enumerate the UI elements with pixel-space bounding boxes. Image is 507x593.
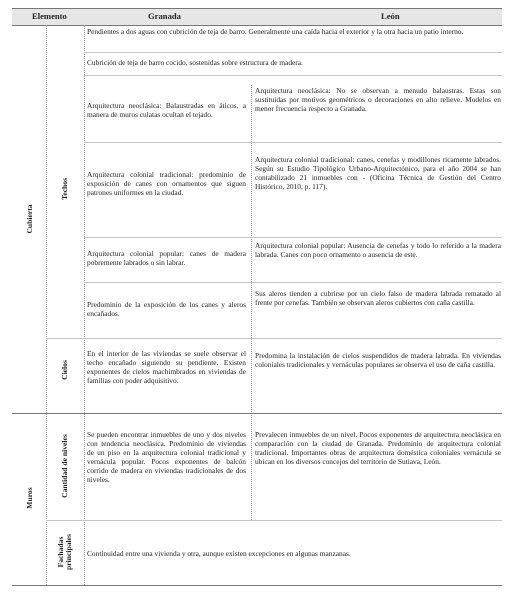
cell-neoclasica-leon: Arquitectura neoclásica: No se observan a menudo balaustras. Estas son sustituidas por motivos geométricos o decoraciones en alto relieve. Modelos en menor frecuencia respecto a Granada. (255, 86, 501, 114)
table-header (12, 8, 502, 26)
row-divider (46, 338, 502, 339)
cell-pendientes: Pendientes a dos aguas con cubrición de teja de barro. Generalmente una caída hacia el exterior y la otra hacia un patio interno. (87, 27, 464, 36)
subgroup-label-techos: Techos (60, 177, 70, 201)
cell-colonial-popular-leon: Arquitectura colonial popular: Ausencia de cenefas y todo lo referido a la madera labrada. Canes con poco ornamento o ausencia de este. (255, 241, 501, 260)
column-divider (46, 25, 47, 585)
group-label-muros: Muros (25, 487, 35, 509)
subgroup-label-cantidad-niveles: Cantidad de niveles (60, 434, 70, 498)
cell-cielos-leon: Predomina la instalación de cielos suspendidos de madera labrada. En viviendas coloniales tradicionales y vernáculas populares se observa el uso de caña castilla. (255, 351, 501, 370)
row-divider (46, 520, 502, 521)
cell-cubricion-teja: Cubrición de teja de barro cocido, sostenidas sobre estructura de madera. (87, 58, 303, 67)
header-elemento: Elemento (32, 11, 67, 21)
cell-niveles-granada: Se pueden encontrar inmuebles de uno y dos niveles con tendencia neoclásica. Predominio de viviendas de un piso en la arquitectura colonial tradicional y vernácula popular. Pocos exponentes de balcón corrido de madera en viviendas tradicionales de dos niveles. (87, 430, 246, 485)
row-divider (84, 237, 502, 238)
row-divider (84, 282, 502, 283)
column-divider (251, 85, 252, 520)
cell-neoclasica-granada: Arquitectura neoclásica: Balaustradas en áticos, a manera de muros culatas ocultan el tejado. (87, 101, 246, 120)
row-divider (84, 52, 502, 53)
subgroup-label-fachadas-line1: Fachadas (56, 536, 66, 568)
cell-fachadas: Continuidad entre una vivienda y otra, aunque existen excepciones en algunas manzanas. (87, 549, 351, 558)
cell-colonial-popular-granada: Arquitectura colonial popular: canes de madera pobremente labrados o sin labrar. (87, 249, 246, 268)
cell-colonial-tradicional-leon: Arquitectura colonial tradicional: canes, cenefas y modillones ricamente labrados. Según su Estudio Tipológico Urbano-Arquitectónico, para el año 2004 se han contabilizado 21 inmuebles con - (Oficina Técnica de Gestión del Centro Histórico, 2010, p. 117). (255, 155, 501, 192)
cell-niveles-leon: Prevalecen inmuebles de un nivel. Pocos exponentes de arquitectura neoclásica en comparación con la ciudad de Granada. Predominio de arquitectura colonial tradicional. Importantes obras de arquitectura doméstica coloniales vernácula se ubican en los diversos concejos del territorio de Sutiava, León. (255, 430, 501, 467)
column-divider (84, 25, 85, 585)
header-leon: León (381, 11, 400, 21)
header-granada: Granada (148, 11, 181, 21)
group-divider (12, 413, 502, 414)
cell-aleros-leon: Sus aleros tienden a cubrirse por un cielo falso de madera labrada rematado al frente por cenefas. También se observan aleros cubiertos con caña castilla. (255, 289, 501, 308)
subgroup-label-fachadas-line2: principales (64, 534, 73, 570)
group-label-cubierta: Cubierta (25, 204, 35, 234)
cell-colonial-tradicional-granada: Arquitectura colonial tradicional: predominio de exposición de canes con ornamentos que siguen patrones uniformes en la ciudad. (87, 170, 246, 198)
subgroup-label-fachadas (57, 534, 73, 570)
table-bottom-rule (12, 585, 502, 586)
row-divider (84, 142, 502, 143)
cell-cielos-granada: En el interior de las viviendas se suele observar el techo encañado siguiendo su pendiente. Existen exponentes de cielos machimbrados en viviendas de familias con poder adquisitivo. (87, 349, 246, 386)
cell-aleros-granada: Predominio de la exposición de los canes y aleros encañados. (87, 300, 246, 319)
row-divider (84, 75, 502, 76)
subgroup-label-cielos: Cielos (60, 360, 70, 380)
